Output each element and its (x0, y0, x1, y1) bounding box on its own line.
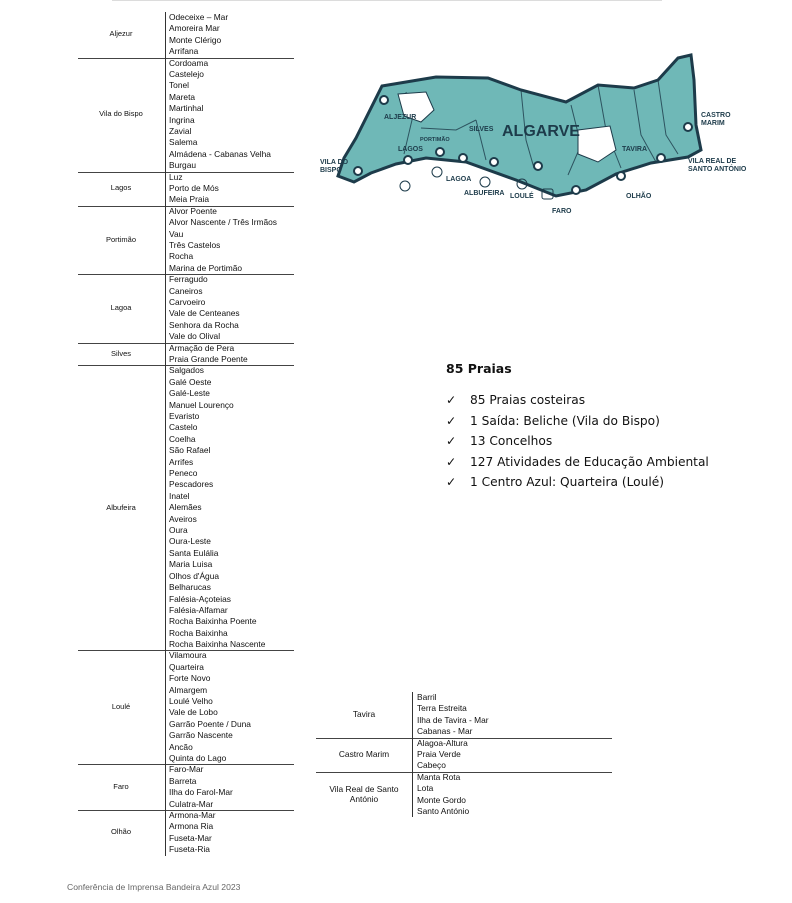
summary-item-text: 13 Concelhos (470, 434, 553, 449)
beach-name: Martinhal (169, 103, 204, 114)
label-vila-do-bispo: BISPO (320, 167, 342, 174)
beach-name: Monte Gordo (417, 794, 466, 805)
beach-name: Vilamoura (169, 650, 207, 661)
summary-item (446, 431, 709, 452)
beach-name: Marina de Portimão (169, 262, 243, 273)
label-vrsa: SANTO ANTÓNIO (688, 166, 747, 173)
label-albufeira: ALBUFEIRA (464, 190, 505, 197)
beach-name: Arrifana (169, 46, 199, 57)
beach-name: Cabeço (417, 760, 446, 771)
beach-name: Oura-Leste (169, 536, 211, 547)
algarve-map (316, 50, 792, 215)
beach-name: Salgados (169, 365, 204, 376)
beach-name: Inatel (169, 490, 190, 501)
beach-name: Ferragudo (169, 274, 208, 285)
beach-name: Porto de Mós (169, 183, 219, 193)
beach-list (165, 764, 233, 810)
beach-name: Fuseta-Ria (169, 844, 210, 855)
beach-list (165, 810, 216, 856)
beach-name: Alagoa-Altura (417, 737, 468, 748)
label-portimao: PORTIMÃO (420, 137, 450, 143)
beach-name: Salema (169, 137, 198, 148)
beach-name: Armona-Mar (169, 810, 216, 820)
beach-name: Peneco (169, 468, 198, 479)
beach-list (412, 772, 469, 818)
label-silves: SILVES (469, 126, 494, 133)
summary-item-text: 1 Centro Azul: Quarteira (Loulé) (470, 475, 664, 490)
beach-name: Culatra-Mar (169, 798, 214, 809)
beach-name: Fuseta-Mar (169, 832, 212, 843)
beach-name: Falésia-Açoteias (169, 593, 231, 604)
beach-list (165, 172, 219, 206)
summary-item-text: 85 Praias costeiras (470, 393, 586, 407)
beach-name: São Rafael (169, 445, 211, 456)
beach-list (412, 692, 489, 738)
beach-list (165, 365, 265, 650)
beach-name: Vale do Olival (169, 331, 221, 342)
beach-name: Arrifes (169, 456, 194, 467)
beach-name: Alemães (169, 502, 202, 513)
beach-name: Armação de Pera (169, 342, 235, 353)
beach-name: Ingrina (169, 114, 195, 125)
beach-name: Odeceixe – Mar (169, 12, 229, 22)
summary-item (446, 472, 709, 493)
beach-name: Burgau (169, 160, 197, 171)
algarve-title: ALGARVE (502, 123, 580, 140)
beach-name: Rocha Baixinha Nascente (169, 639, 266, 650)
municipality-name: Faro (113, 781, 129, 791)
municipality-name: Tavira (352, 708, 376, 719)
top-rule (112, 0, 662, 1)
beach-name: Ilha do Farol-Mar (169, 787, 233, 798)
municipality-name: Olhão (110, 827, 131, 837)
beach-name: Mareta (169, 91, 196, 102)
beach-name: Almargem (169, 684, 208, 695)
municipality-name: Vila Real de Santo António (329, 783, 399, 804)
label-vrsa: VILA REAL DE (688, 158, 737, 165)
beach-name: Caneiros (169, 285, 203, 296)
beach-list (165, 12, 228, 58)
beach-name: Evaristo (169, 411, 200, 422)
beach-name: Vale de Centeanes (169, 308, 240, 319)
label-aljezur: ALJEZUR (384, 114, 417, 121)
municipality-name: Aljezur (109, 29, 133, 39)
beach-name: Monte Clérigo (169, 34, 222, 45)
label-castro-marim: CASTRO (701, 112, 731, 119)
beach-name: Loulé Velho (169, 696, 213, 707)
beach-name: Luz (169, 171, 183, 182)
summary-item (446, 390, 709, 411)
label-faro: FARO (552, 208, 572, 215)
beach-name: Quinta do Lago (169, 753, 227, 764)
beach-name: Galé-Leste (169, 388, 210, 399)
summary-list (446, 390, 709, 493)
label-lagos: LAGOS (398, 146, 423, 153)
beach-name: Cordoama (169, 57, 209, 68)
beach-name: Vale de Lobo (169, 707, 218, 718)
municipality-name: Albufeira (106, 502, 136, 512)
beach-name: Alvor Poente (169, 205, 217, 216)
beach-name: Tonel (169, 80, 190, 91)
municipality-name: Silves (110, 348, 131, 358)
page-footer: Conferência de Imprensa Bandeira Azul 2023 (67, 882, 241, 892)
beach-name: Meia Praia (169, 194, 210, 205)
beach-name: Barril (417, 692, 437, 702)
beach-name: Praia Verde (417, 749, 461, 759)
beach-name: Pescadores (169, 479, 214, 490)
beach-name: Garrão Nascente (169, 730, 233, 741)
municipality-name: Lagos (110, 183, 132, 193)
beach-list (165, 58, 271, 172)
beach-name: Armona Ria (169, 821, 214, 832)
beach-name: Rocha Baixinha Poente (169, 616, 257, 627)
beach-name: Lota (417, 783, 434, 794)
beach-name: Carvoeiro (169, 297, 206, 307)
beach-name: Vau (169, 228, 184, 239)
beach-name: Três Castelos (169, 240, 221, 251)
beach-name: Alvor Nascente / Três Irmãos (169, 217, 277, 228)
beach-name: Garrão Poente / Duna (169, 718, 251, 729)
summary-item (446, 452, 709, 473)
municipality-name: Vila do Bispo (99, 109, 143, 119)
label-castro-marim: MARIM (701, 120, 725, 127)
beach-name: Belharucas (169, 582, 211, 593)
municipality-name: Castro Marim (338, 748, 390, 759)
summary-item-text: 1 Saída: Beliche (Vila do Bispo) (470, 413, 660, 428)
beach-name: Oura (169, 525, 188, 536)
beach-name: Praia Grande Poente (169, 354, 248, 364)
check-icon: ✓ (446, 393, 457, 407)
beach-list (412, 738, 468, 772)
beach-name: Galé Oeste (169, 376, 212, 387)
label-loule: LOULÉ (510, 193, 534, 200)
beach-list (165, 343, 248, 366)
beach-name: Manta Rota (417, 771, 461, 782)
beach-name: Santo António (417, 806, 470, 817)
beach-name: Terra Estreita (417, 703, 467, 714)
check-icon: ✓ (446, 434, 457, 449)
beach-name: Santa Eulália (169, 547, 219, 558)
beach-name: Ancão (169, 741, 193, 752)
summary-title: 85 Praias (446, 361, 512, 376)
label-lagoa: LAGOA (446, 176, 472, 183)
beach-name: Forte Novo (169, 673, 211, 684)
check-icon: ✓ (446, 475, 457, 490)
summary-item (446, 411, 709, 432)
beach-name: Falésia-Alfamar (169, 604, 228, 615)
check-icon: ✓ (446, 413, 457, 428)
beach-name: Maria Luisa (169, 559, 213, 570)
beach-name: Quarteira (169, 661, 204, 672)
beach-name: Faro-Mar (169, 764, 204, 775)
beach-name: Almádena - Cabanas Velha (169, 148, 271, 159)
summary-item-text: 127 Atividades de Educação Ambiental (470, 454, 709, 469)
beach-list (165, 274, 240, 342)
beach-name: Rocha Baixinha (169, 627, 228, 638)
summary-block (446, 361, 709, 493)
beach-name: Castelo (169, 422, 198, 433)
beach-name: Coelha (169, 433, 196, 444)
beach-name: Aveiros (169, 513, 197, 524)
beach-name: Olhos d'Água (169, 570, 220, 581)
municipality-name: Lagoa (110, 303, 132, 313)
beach-name: Ilha de Tavira - Mar (417, 714, 489, 725)
beach-name: Zavial (169, 126, 192, 137)
beach-name: Castelejo (169, 69, 204, 79)
beach-name: Senhora da Rocha (169, 319, 239, 330)
beach-list (165, 650, 251, 764)
beach-name: Cabanas - Mar (417, 726, 473, 737)
beach-name: Barreta (169, 775, 197, 786)
label-olhao: OLHÃO (626, 193, 652, 200)
label-tavira: TAVIRA (622, 146, 648, 153)
municipality-name: Portimão (105, 234, 136, 244)
beach-list (165, 206, 277, 274)
beach-name: Rocha (169, 251, 194, 262)
municipality-name: Loulé (111, 702, 131, 712)
beach-name: Manuel Lourenço (169, 399, 234, 410)
beach-name: Amoreira Mar (169, 23, 220, 34)
label-vila-do-bispo: VILA DO (320, 159, 349, 166)
check-icon: ✓ (446, 454, 457, 469)
